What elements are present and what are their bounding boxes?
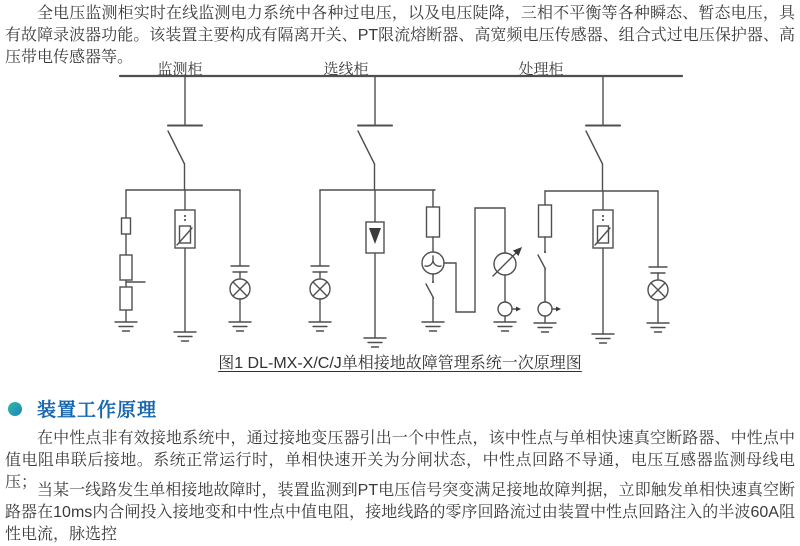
- fuse-icon: [427, 207, 440, 237]
- ground-icon: [534, 323, 556, 332]
- surge-arrester-icon: [593, 210, 613, 248]
- fuse-icon: [122, 218, 131, 234]
- switch-blade-icon: [538, 255, 546, 269]
- resistor-icon: [120, 255, 132, 280]
- section-title: 装置工作原理: [37, 400, 158, 421]
- disconnect-switch-icon: [358, 76, 392, 190]
- resistor-icon: [120, 287, 132, 310]
- body-paragraph-1: 在中性点非有效接地系统中，通过接地变压器引出一个中性点，该中性点与单相快速真空断路器、中性点中值电阻串联后接地。系统正常运行时，单相快速开关为分闸状态，中性点回路不导通，电压互感器监测母线电压；: [5, 430, 795, 491]
- switch-blade-icon: [426, 284, 434, 298]
- cabinet-monitoring: [115, 76, 251, 341]
- disconnect-switch-icon: [168, 76, 202, 190]
- resistor-icon: [539, 205, 552, 237]
- figure-caption: [0, 350, 800, 373]
- cabinet-line-selection: [309, 76, 522, 347]
- ground-icon: [174, 332, 196, 341]
- cabinet-label-line-selection: 选线柜: [323, 61, 369, 78]
- ground-icon: [422, 322, 444, 331]
- cabinet-label-processing: 处理柜: [518, 61, 564, 78]
- intro-paragraph: 全电压监测柜实时在线监测电力系统中各种过电压，以及电压陡降，三相不平衡等各种瞬态、暂态电压，具有故障录波器功能。该装置主要构成有隔离开关、PT限流熔断器、高宽频电压传感器、组合式过电压保护器、高压带电传感器等。: [5, 5, 795, 66]
- motor-operator-icon: [538, 302, 561, 316]
- surge-arrester-icon: [175, 210, 195, 248]
- bullet-icon: [8, 402, 22, 416]
- motor-operator-icon: [498, 302, 521, 316]
- section-header: [8, 395, 157, 422]
- disconnect-switch-icon: [586, 76, 620, 190]
- cabinet-label-monitoring: 监测柜: [157, 61, 203, 78]
- ground-icon: [494, 322, 516, 331]
- ground-icon: [592, 334, 614, 343]
- capacitor-lamp-icon: [647, 191, 669, 332]
- capacitor-lamp-icon: [229, 190, 251, 331]
- voltage-transformer-icon: [422, 252, 444, 274]
- ground-icon: [115, 322, 137, 331]
- capacitor-lamp-icon: [309, 190, 331, 331]
- cabinet-processing: [534, 76, 669, 343]
- figure-caption-text: 图1 DL-MX-X/C/J单相接地故障管理系统一次原理图: [218, 355, 582, 372]
- ground-icon: [364, 338, 386, 347]
- body-paragraph-2: 当某一线路发生单相接地故障时，装置监测到PT电压信号突变满足接地故障判据，立即触发单相快速真空断路器在10ms内合闸投入接地变和中性点中值电阻，接地线路的零序回路流过由装置中性点回路注入的半波60A阻性电流，脉选控: [5, 482, 795, 543]
- adjustable-device-icon: [493, 247, 522, 276]
